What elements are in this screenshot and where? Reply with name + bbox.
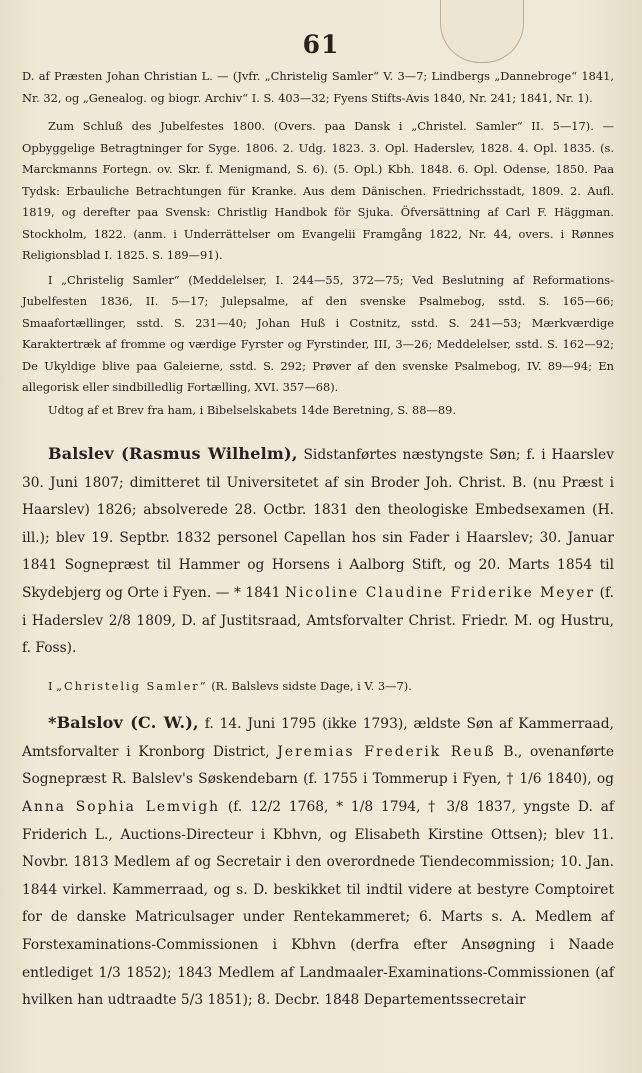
source-prefix: I — [48, 678, 53, 693]
page-number: 61 — [302, 30, 340, 59]
entry-balslev-source — [22, 676, 614, 698]
entry-balslov-text-2: B., ovenanførte Sognepræst R. Balslev's Søskendebarn (f. 1755 i Tommerup i Fyen, † 1/6 1840), og — [22, 743, 614, 788]
entry-balslev-heading: Balslev (Rasmus Wilhelm), — [48, 444, 298, 463]
reference-paragraph-2: Zum Schluß des Jubelfestes 1800. (Overs. paa Dansk i „Christel. Samler“ II. 5—17). — Opbyggelige Betragtninger for Syge. 1806. 2. Udg. 1823. 3. Opl. Haderslev, 1828. 4. Opl. 1835. (s. Marckmanns Fortegn. ov. Skr. f. Menigmand, S. 6). (5. Opl.) Kbh. 1848. 6. Opl. Odense, 1850. Paa Tydsk: Erbauliche Betrachtungen für Kranke. Aus dem Dänischen. Friedrichsstadt, 1809. 2. Aufl. 1819, og derefter paa Svensk: Christlig Handbok för Sjuka. Öfversättning af Carl F. Häggman. Stockholm, 1822. (anm. i Underrättelser om Evangelii Framgång 1822, Nr. 44, overs. i Rønnes Religionsblad I. 1825. S. 189—91). — [22, 119, 614, 262]
source-rest: (R. Balslevs sidste Dage, i V. 3—7). — [211, 678, 412, 693]
reference-paragraph-3: I „Christelig Samler“ (Meddelelser, I. 244—55, 372—75; Ved Beslutning af Reformations-Jubelfesten 1836, II. 5—17; Julepsalme, af den svenske Psalmebog, sstd. S. 165—66; Smaafortællinger, sstd. S. 231—40; Johan Huß i Costnitz, sstd. S. 241—53; Mærkværdige Karaktertræk af fromme og værdige Fyrster og Fyrstinder, III, 3—26; Meddelelser, sstd. S. 162—92; De Ukyldige blive paa Galeierne, sstd. S. 292; Prøver af den svenske Psalmebog, IV. 89—94; En allegorisk eller sindbilledlig Fortælling, XVI. 357—68). — [22, 272, 614, 394]
references-block — [22, 66, 614, 421]
entry-balslov-text-1: f. 14. Juni 1795 (ikke 1793), ældste Søn af Kammerraad, Amtsforvalter i Kronborg District, — [22, 716, 614, 760]
entry-balslev-text-2: (f. i Haderslev 2/8 1809, D. af Justitsraad, Amtsforvalter Christ. Friedr. M. og Hustru, f. Foss). — [22, 584, 614, 657]
entry-balslov-heading: *Balslov (C. W.), — [48, 713, 199, 733]
entry-balslov-father: Jeremias Frederik Reuß — [277, 743, 496, 760]
entry-balslev-body — [22, 440, 614, 663]
entry-balslov-body — [22, 709, 614, 1015]
reference-paragraph-1: D. af Præsten Johan Christian L. — (Jvfr. „Christelig Samler“ V. 3—7; Lindbergs „Dannebroge“ 1841, Nr. 32, og „Genealog. og biogr. Archiv“ I. S. 403—32; Fyens Stifts-Avis 1840, Nr. 241; 1841, Nr. 1). — [22, 69, 614, 105]
page-content — [22, 66, 614, 1015]
source-title: „Christelig Samler“ — [56, 678, 208, 693]
entry-balslev-source-text — [22, 676, 614, 698]
entry-balslov — [22, 709, 614, 1015]
entry-balslev-text-1: Sidstanførtes næstyngste Søn; f. i Haarslev 30. Juni 1807; dimitteret til Universitetet af sin Broder Joh. Christ. B. (nu Præst i Haarslev) 1826; absolverede 28. Octbr. 1831 den theologiske Embedsexamen (H. ill.); blev 19. Septbr. 1832 personel Capellan hos sin Fader i Haarslev; 30. Januar 1841 Sognepræst til Hammer og Horsens i Aalborg Stift, og 20. Marts 1854 til Skydebjerg og Orte i Fyen. — * 1841 — [22, 447, 614, 601]
reference-paragraph-4: Udtog af et Brev fra ham, i Bibelselskabets 14de Beretning, S. 88—89. — [48, 402, 456, 417]
entry-balslev — [22, 440, 614, 663]
entry-balslov-mother: Anna Sophia Lemvigh — [22, 799, 221, 816]
entry-balslov-text-3: (f. 12/2 1768, * 1/8 1794, † 3/8 1837, yngste D. af Friderich L., Auctions-Directeur i Kbhvn, og Elisabeth Kirstine Ottsen); blev 11. Novbr. 1813 Medlem af og Secretair i den overordnede Tiendecommission; 10. Jan. 1844 virkel. Kammerraad, og s. D. beskikket til indtil videre at bestyre Comptoiret for de danske Matriculsager under Rentekammeret; 6. Marts s. A. Medlem af Forstexaminations-Commissionen i Kbhvn (derfra efter Ansøgning i Naade entlediget 1/3 1852); 1843 Medlem af Landmaaler-Examinations-Commissionen (af hvilken han udtraadte 5/3 1851); 8. Decbr. 1848 Departementssecretair — [22, 799, 614, 1009]
entry-balslev-spouse: Nicoline Claudine Friderike Meyer — [284, 584, 596, 601]
